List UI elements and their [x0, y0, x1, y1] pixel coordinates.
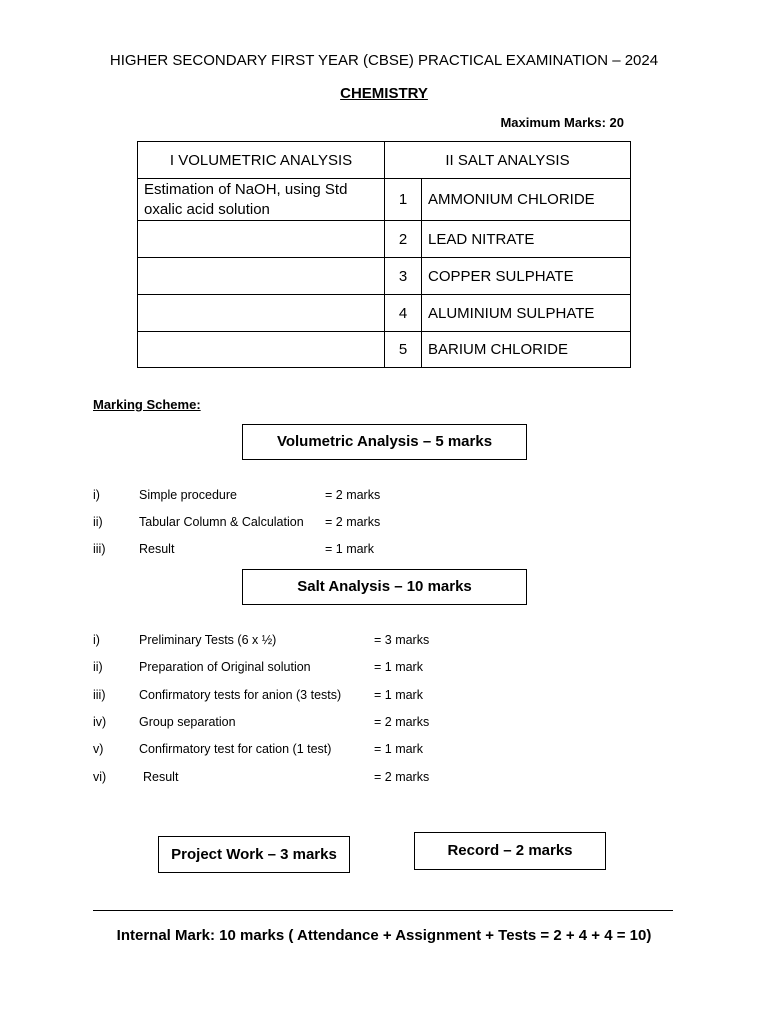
table-row [138, 332, 631, 368]
volumetric-item: Estimation of NaOH, using Std oxalic acid solution [138, 179, 385, 221]
list-item-label: Simple procedure [139, 488, 237, 502]
list-item-label: Preliminary Tests (6 x ½) [139, 633, 277, 647]
empty-cell [138, 295, 385, 332]
salt-number: 4 [385, 295, 422, 332]
table-row [138, 179, 631, 221]
list-item-roman: i) [93, 488, 100, 502]
divider-line [93, 910, 673, 911]
list-item-label: Tabular Column & Calculation [139, 515, 304, 529]
list-item-marks: = 1 mark [325, 542, 374, 556]
list-item-label: Confirmatory tests for anion (3 tests) [139, 688, 342, 702]
list-item-roman: iii) [93, 688, 106, 702]
maximum-marks: Maximum Marks: 20 [500, 115, 624, 130]
salt-number: 5 [385, 332, 422, 368]
project-work-box: Project Work – 3 marks [158, 836, 350, 873]
list-item-label: Preparation of Original solution [139, 660, 311, 674]
volumetric-header: I VOLUMETRIC ANALYSIS [138, 142, 385, 179]
list-item-roman: i) [93, 633, 100, 647]
empty-cell [138, 332, 385, 368]
marking-scheme-label: Marking Scheme: [93, 397, 201, 412]
salt-header: II SALT ANALYSIS [385, 142, 631, 179]
table-row [138, 221, 631, 258]
list-item-marks: = 1 mark [374, 660, 423, 674]
salt-name: LEAD NITRATE [422, 221, 631, 258]
salt-marks-box: Salt Analysis – 10 marks [242, 569, 527, 605]
internal-marks: Internal Mark: 10 marks ( Attendance + Assignment + Tests = 2 + 4 + 4 = 10) [116, 927, 652, 944]
salt-number: 3 [385, 258, 422, 295]
list-item-marks: = 2 marks [325, 488, 381, 502]
salt-number: 2 [385, 221, 422, 258]
list-item-marks: = 2 marks [325, 515, 381, 529]
table-row [138, 258, 631, 295]
table-row [138, 295, 631, 332]
volumetric-marks-box: Volumetric Analysis – 5 marks [242, 424, 527, 460]
list-item-label: Confirmatory test for cation (1 test) [139, 742, 332, 756]
list-item-roman: vi) [93, 770, 107, 784]
list-item-marks: = 3 marks [374, 633, 430, 647]
list-item-marks: = 2 marks [374, 715, 430, 729]
list-item-roman: v) [93, 742, 104, 756]
list-item-roman: ii) [93, 660, 103, 674]
list-item-roman: ii) [93, 515, 103, 529]
list-item-label: Result [143, 770, 179, 784]
table-header-row [138, 142, 631, 179]
empty-cell [138, 221, 385, 258]
list-item-label: Result [139, 542, 175, 556]
experiments-table [137, 141, 631, 368]
list-item-roman: iv) [93, 715, 107, 729]
list-item-marks: = 1 mark [374, 742, 423, 756]
salt-name: ALUMINIUM SULPHATE [422, 295, 631, 332]
salt-number: 1 [385, 179, 422, 221]
empty-cell [138, 258, 385, 295]
salt-name: COPPER SULPHATE [422, 258, 631, 295]
exam-title: HIGHER SECONDARY FIRST YEAR (CBSE) PRACTICAL EXAMINATION – 2024 [109, 52, 659, 69]
salt-name: AMMONIUM CHLORIDE [422, 179, 631, 221]
list-item-marks: = 2 marks [374, 770, 430, 784]
list-item-marks: = 1 mark [374, 688, 423, 702]
record-box: Record – 2 marks [414, 832, 606, 870]
subject-heading: CHEMISTRY [340, 85, 428, 102]
list-item-roman: iii) [93, 542, 106, 556]
list-item-label: Group separation [139, 715, 236, 729]
salt-name: BARIUM CHLORIDE [422, 332, 631, 368]
